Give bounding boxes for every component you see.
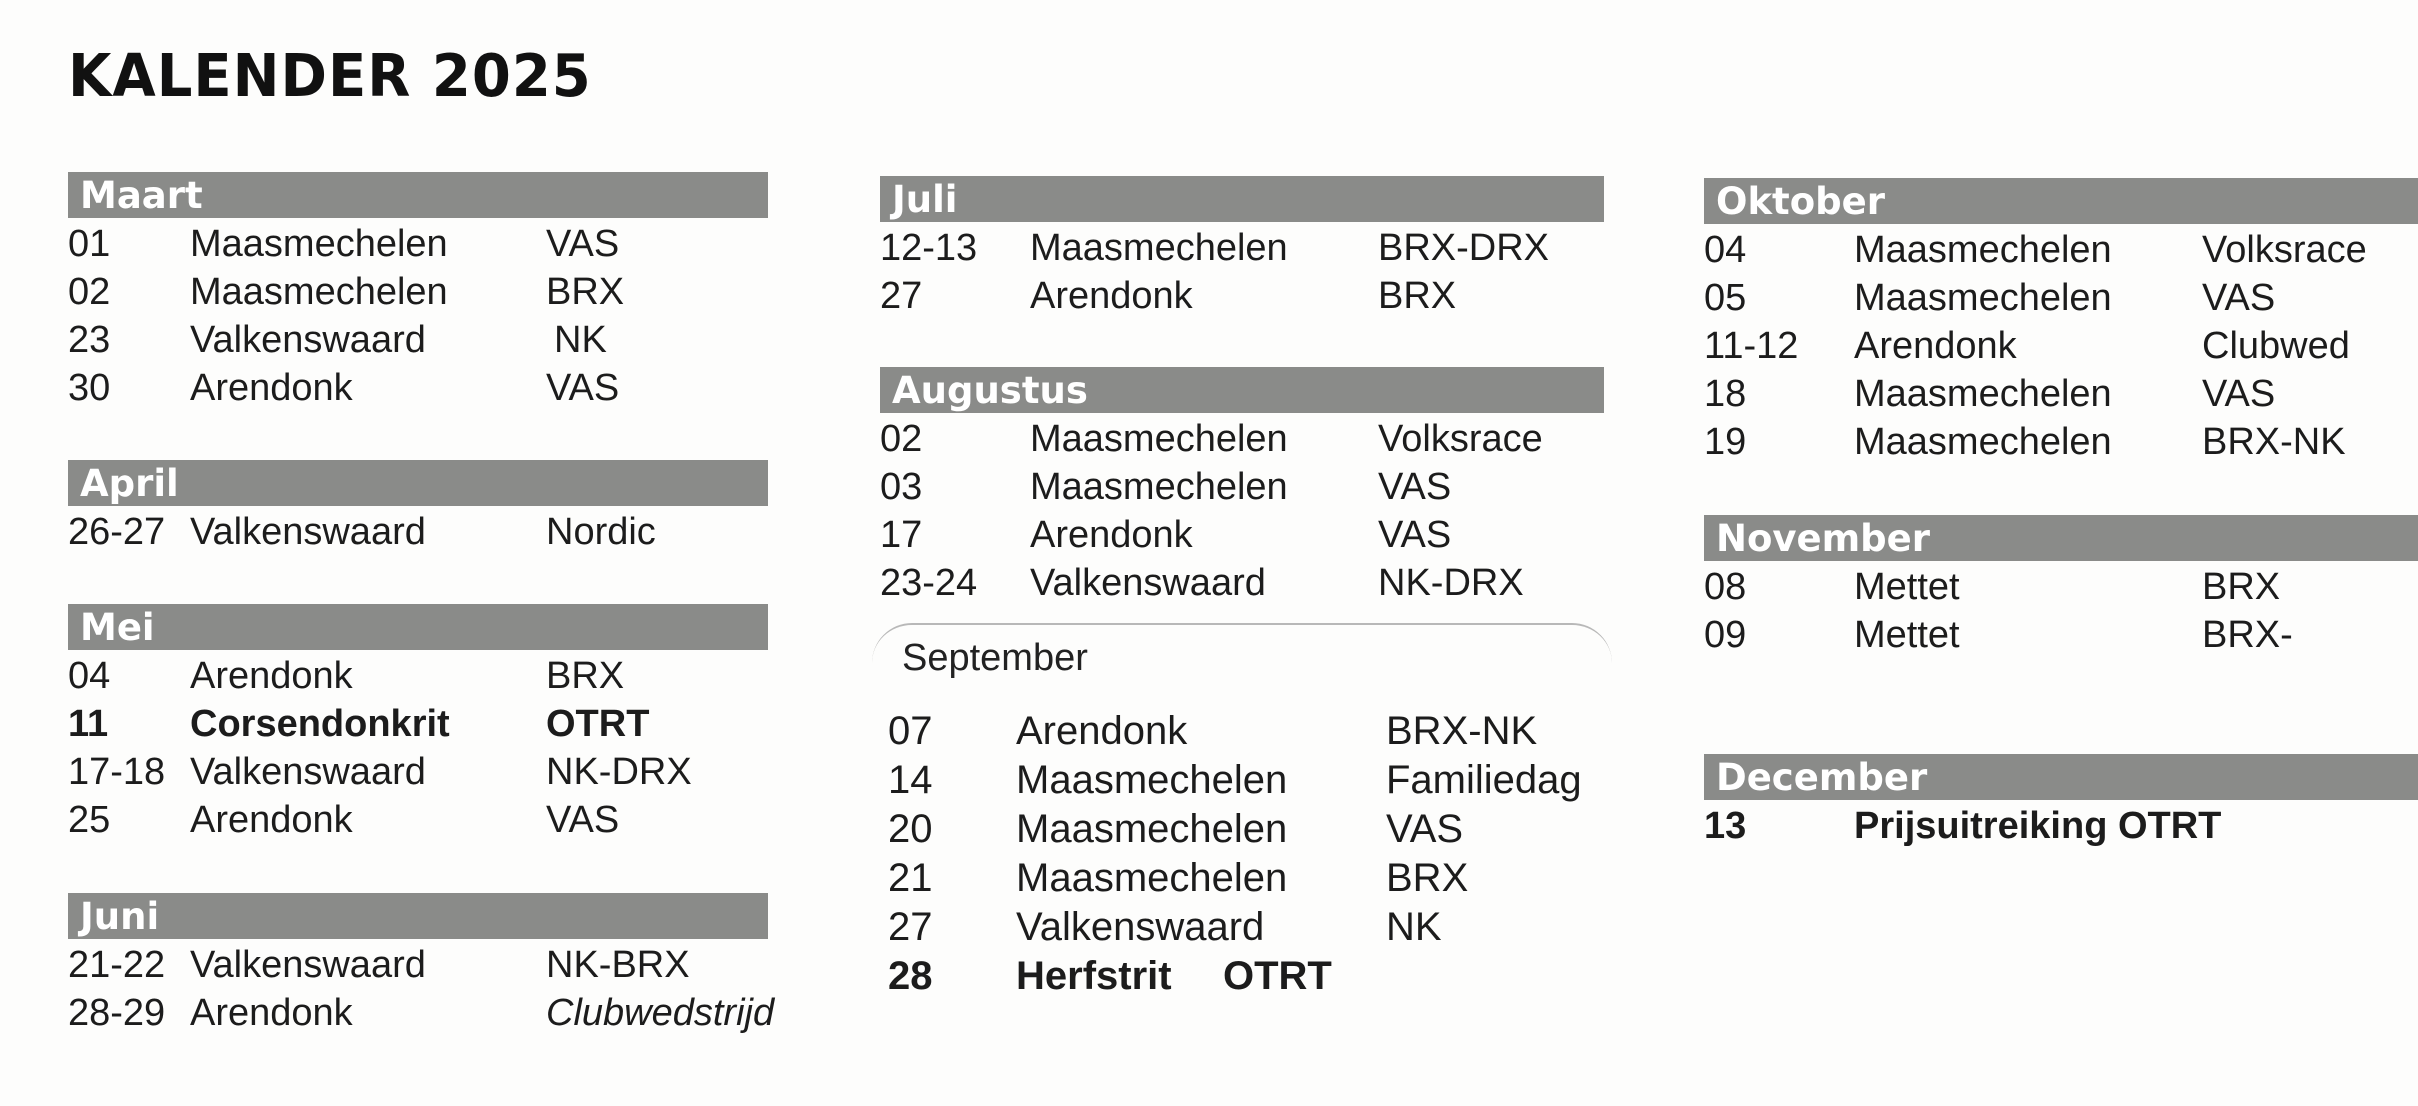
month-maart [68,172,768,412]
month-november [1704,515,2418,659]
event-row: 25 Arendonk VAS [68,799,620,841]
event-row: 04 Maasmechelen Volksrace [1704,229,2367,271]
month-juni [68,893,775,1037]
event-row: 03 Maasmechelen VAS [880,466,1452,508]
event-row: 27 Valkenswaard NK [888,905,1442,949]
event-row-highlight: 11 Corsendonkrit OTRT [68,703,650,745]
event-row: 21 Maasmechelen BRX [888,856,1469,900]
month-augustus [880,367,1604,607]
month-december [1704,754,2418,850]
event-row: 02 Maasmechelen BRX [68,271,625,313]
page-title: KALENDER 2025 [68,42,592,111]
month-header: Mei [68,604,768,650]
month-mei [68,604,768,844]
month-header: Juni [68,893,768,939]
month-header: Juli [880,176,1604,222]
event-row: 12-13 Maasmechelen BRX-DRX [880,227,1550,269]
event-row-highlight: 28 Herfstrit OTRT [888,954,1332,998]
event-row: 18 Maasmechelen VAS [1704,373,2276,415]
event-row: 23-24 Valkenswaard NK-DRX [880,562,1524,604]
event-row: 26-27 Valkenswaard Nordic [68,511,656,553]
event-row: 11-12 Arendonk Clubwed [1704,325,2350,367]
event-row: 14 Maasmechelen Familiedag [888,758,1582,802]
month-header: Oktober [1704,178,2418,224]
event-row: 17-18 Valkenswaard NK-DRX [68,751,692,793]
event-row: 01 Maasmechelen VAS [68,223,620,265]
event-row-highlight: 13 Prijsuitreiking OTRT [1704,805,2222,847]
event-row: 20 Maasmechelen VAS [888,807,1464,851]
month-header: September [902,637,1088,679]
month-header: Augustus [880,367,1604,413]
month-juli [880,176,1604,320]
event-row: 04 Arendonk BRX [68,655,625,697]
event-row: 27 Arendonk BRX [880,275,1457,317]
month-header: Maart [68,172,768,218]
month-oktober [1704,178,2418,466]
month-header: December [1704,754,2418,800]
event-row: 19 Maasmechelen BRX-NK [1704,421,2346,463]
month-september [872,623,1612,1025]
month-april [68,460,768,556]
event-row: 07 Arendonk BRX-NK [888,709,1538,753]
event-row: 30 Arendonk VAS [68,367,620,409]
event-row: 02 Maasmechelen Volksrace [880,418,1543,460]
month-header: April [68,460,768,506]
event-row: 09 Mettet BRX- [1704,614,2293,656]
event-row: 21-22 Valkenswaard NK-BRX [68,944,690,986]
event-row: 17 Arendonk VAS [880,514,1452,556]
month-header: November [1704,515,2418,561]
event-row: 23 Valkenswaard NK [68,319,607,361]
event-row: 05 Maasmechelen VAS [1704,277,2276,319]
event-row: 28-29 Arendonk Clubwedstrijd [68,992,775,1034]
event-row: 08 Mettet BRX [1704,566,2281,608]
